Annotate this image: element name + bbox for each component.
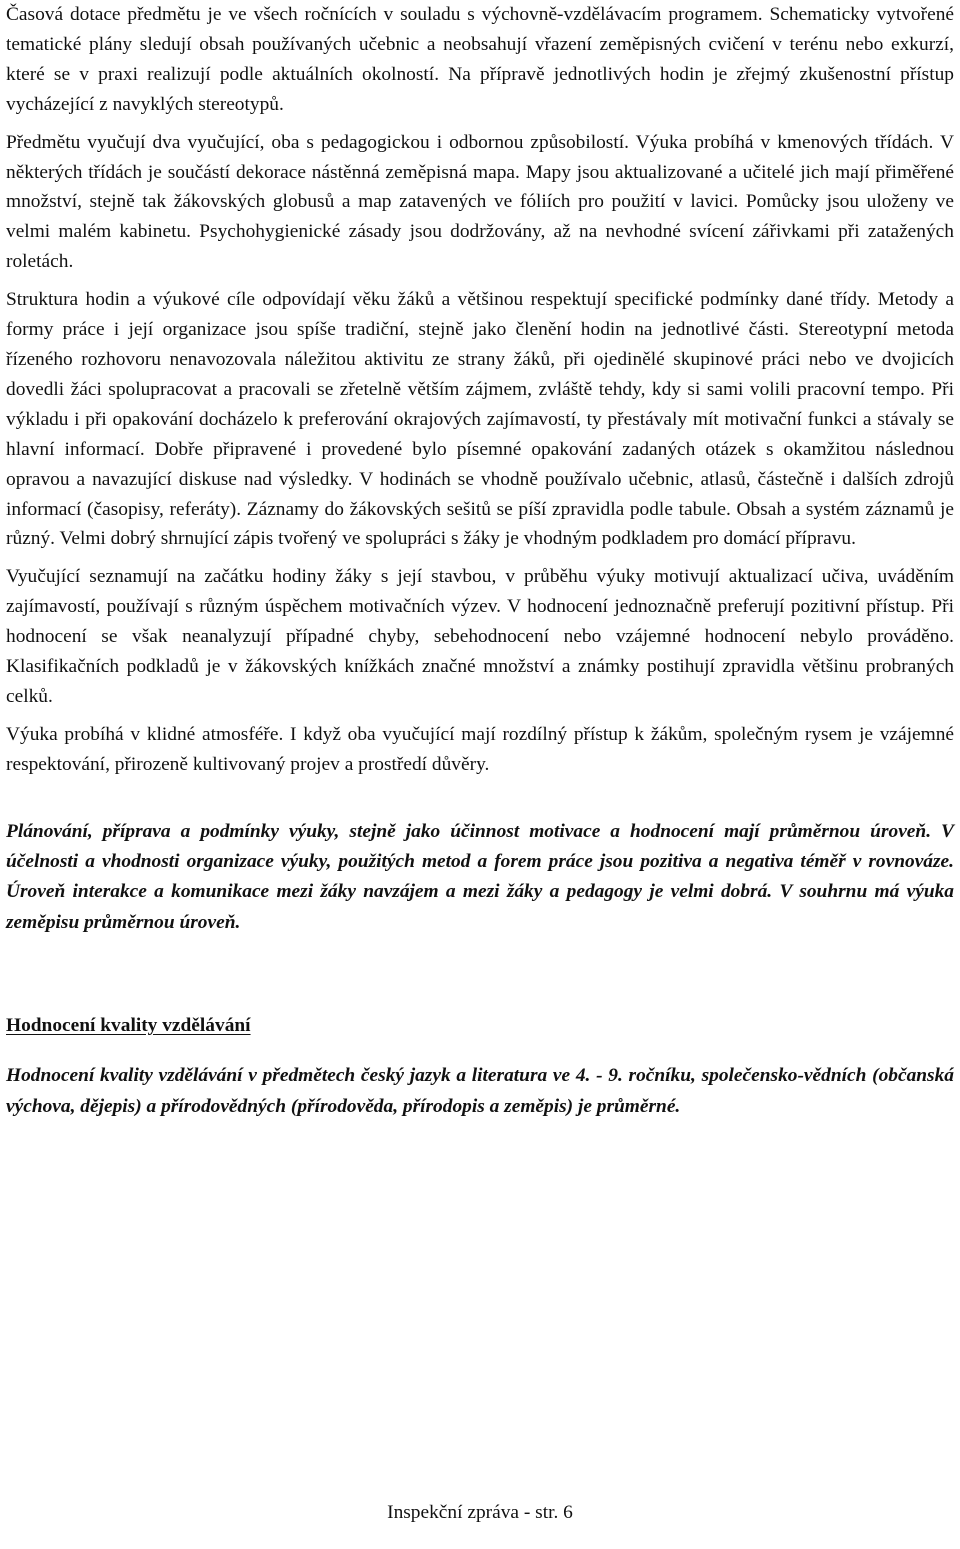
paragraph-atmosphere: Výuka probíhá v klidné atmosféře. I když oba vyučující mají rozdílný přístup k žákům, společným rysem je vzájemné respektování, přirozeně kultivovaný projev a prostředí důvěry.: [6, 723, 954, 775]
paragraph-time-allocation: Časová dotace předmětu je ve všech ročnících v souladu s výchovně-vzdělávacím programem. Schematicky vytvořené tematické plány sledují obsah používaných učebnic a neobsahují vřazení zeměpisných cvičení v terénu nebo exkurzí, které se v praxi realizují podle aktuálních okolností. Na přípravě jednotlivých hodin je zřejmý zkušenostní přístup vycházející z navyklých stereotypů.: [6, 4, 954, 115]
summary-statement: Plánování, příprava a podmínky výuky, stejně jako účinnost motivace a hodnocení mají průměrnou úroveň. V účelnosti a vhodnosti organizace výuky, použitých metod a forem práce jsou pozitiva a negativa téměř v rovnováze. Úroveň interakce a komunikace mezi žáky navzájem a mezi žáky a pedagogy je velmi dobrá. V souhrnu má výuka zeměpisu průměrnou úroveň.: [6, 820, 954, 933]
document-page: [6, 0, 954, 1122]
page-footer: Inspekční zpráva - str. 6: [387, 1502, 573, 1523]
quality-statement: Hodnocení kvality vzdělávání v předmětech český jazyk a literatura ve 4. - 9. ročníku, společensko-vědních (občanská výchova, dějepis) a přírodovědných (přírodověda, přírodopis a zeměpis) je průměrné.: [6, 1065, 954, 1117]
section-heading: [6, 1011, 954, 1041]
paragraph-motivation-and-assessment: Vyučující seznamují na začátku hodiny žáky s její stavbou, v průběhu výuky motivují aktualizací učiva, uváděním zajímavostí, používají s různým úspěchem motivačních výzev. V hodnocení jednoznačně preferují pozitivní přístup. Při hodnocení se však neanalyzují případné chyby, sebehodnocení nebo vzájemné hodnocení nebylo prováděno. Klasifikačních podkladů je v žákovských knížkách značné množství a známky postihují zpravidla většinu probraných celků.: [6, 566, 954, 707]
section-heading-text: Hodnocení kvality vzdělávání: [6, 1015, 251, 1037]
paragraph-teachers-and-materials: Předmětu vyučují dva vyučující, oba s pedagogickou i odbornou způsobilostí. Výuka probíhá v kmenových třídách. V některých třídách je součástí dekorace nástěnná zeměpisná mapa. Mapy jsou aktualizované a učitelé jich mají přiměřené množství, stejně tak žákovských globusů a map zatavených ve fóliích pro použití v lavici. Pomůcky jsou uloženy ve velmi malém kabinetu. Psychohygienické zásady jsou dodržovány, až na nevhodné svícení zářivkami při zatažených roletách.: [6, 131, 954, 273]
paragraph-lesson-structure: Struktura hodin a výukové cíle odpovídají věku žáků a většinou respektují specifické podmínky dané třídy. Metody a formy práce i její organizace jsou spíše tradiční, stejně jako členění hodin na jednotlivé části. Stereotypní metoda řízeného rozhovoru nenavozovala náležitou aktivitu ze strany žáků, při ojedinělé skupinové práci nebo ve dvojicích dovedli žáci spolupracovat a pracovali se zřetelně větším zájmem, zvláště tehdy, kdy si sami volili pracovní tempo. Při výkladu i při opakování docházelo k preferování okrajových zajímavostí, ty přestávaly mít motivační funkci a stávaly se hlavní informací. Dobře připravené i provedené bylo písemné opakování zadaných otázek s okamžitou následnou opravou a navazující diskuse nad výsledky. V hodinách se vhodně používalo učebnic, atlasů, částečně i dalších zdrojů informací (časopisy, referáty). Záznamy do žákovských sešitů se píší zpravidla podle tabule. Obsah a systém záznamů je různý. Velmi dobrý shrnující zápis tvořený ve spolupráci s žáky je vhodným podkladem pro domácí přípravu.: [6, 289, 954, 550]
